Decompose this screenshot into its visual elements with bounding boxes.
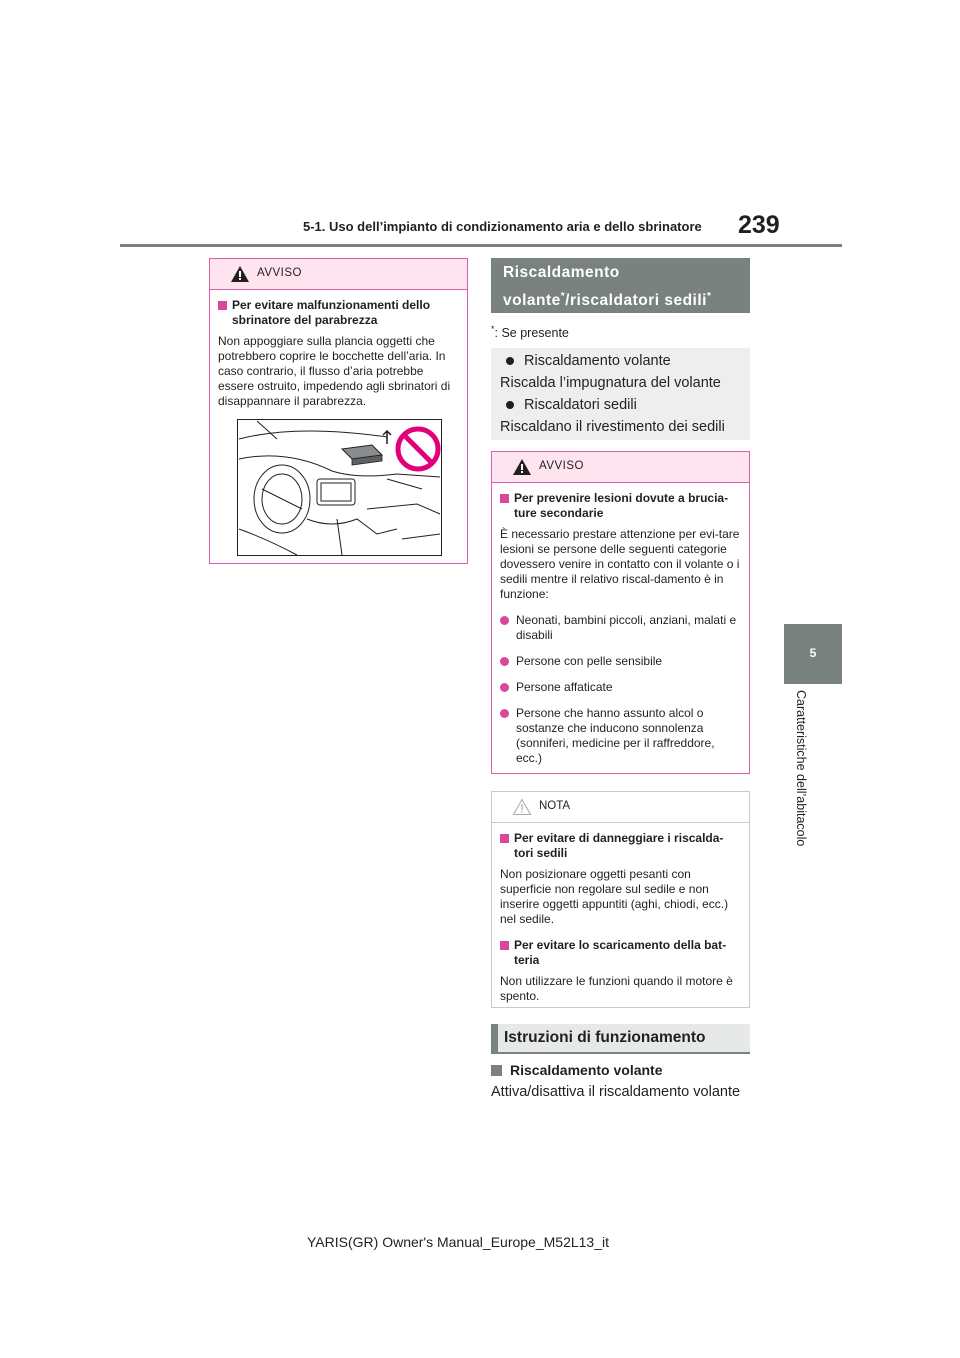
heating-section-banner <box>491 258 750 313</box>
dashboard-illustration <box>237 419 442 556</box>
header-rule <box>120 244 842 247</box>
warning-bullet: Persone con pelle sensibile <box>500 654 741 669</box>
nota-title: NOTA <box>539 800 571 812</box>
warning-title: AVVISO <box>539 460 584 472</box>
chapter-label <box>792 690 810 870</box>
feature-name: Riscaldatori sedili <box>500 394 750 416</box>
warning-box-burns <box>491 451 750 774</box>
warning-triangle-icon <box>512 458 532 476</box>
banner-title-volante: volante <box>503 292 561 310</box>
warning-text: Non appoggiare sulla plancia oggetti che potrebbero coprire le bocchette dell’aria. In caso contrario, il flusso d’aria potrebbe essere ostruito, impedendo agli sbrinatori di disappannare il parabrezza. <box>218 334 451 408</box>
footnote <box>491 324 569 340</box>
square-bullet-icon <box>491 1065 502 1076</box>
caution-outline-icon <box>512 798 532 816</box>
instructions-subheading-text: Riscaldamento volante <box>510 1062 663 1078</box>
feature-list <box>491 348 750 440</box>
warning-triangle-icon <box>230 265 250 283</box>
nota-header <box>492 792 749 823</box>
footnote-mark: * <box>491 324 495 334</box>
banner-footnote-mark: * <box>560 291 566 302</box>
instructions-text: Attiva/disattiva il riscaldamento volante <box>491 1084 741 1100</box>
warning-heading: Per prevenire lesioni dovute a brucia-ture secondarie <box>500 491 741 521</box>
feature-desc: Riscaldano il rivestimento dei sedili <box>500 419 725 435</box>
nota-box <box>491 791 750 1008</box>
warning-header <box>492 452 749 483</box>
chapter-tab: 5 <box>784 624 842 684</box>
warning-title: AVVISO <box>257 267 302 279</box>
footnote-text: : Se presente <box>494 326 569 341</box>
instructions-title: Istruzioni di funzionamento <box>504 1029 706 1046</box>
warning-text: È necessario prestare attenzione per evi-tare lesioni se persone delle seguenti categorie dovessero venire in contatto con il volante o i sedili mentre il relativo riscal-damento è in funzione: <box>500 527 740 601</box>
feature-desc: Riscalda l’impugnatura del volante <box>500 375 721 391</box>
warning-header <box>210 259 467 290</box>
warning-bullet: Persone che hanno assunto alcol o sostanze che inducono sonnolenza (sonniferi, medicine per il raffreddore, ecc.) <box>500 706 741 766</box>
warning-heading: Per evitare malfunzionamenti dello sbrinatore del parabrezza <box>218 298 459 328</box>
instructions-subheading <box>491 1062 663 1078</box>
nota-text: Non utilizzare le funzioni quando il motore è spento. <box>500 974 733 1003</box>
banner-footnote-mark: * <box>706 291 712 302</box>
warning-bullet: Neonati, bambini piccoli, anziani, malati e disabili <box>500 613 741 643</box>
page-number: 239 <box>738 211 780 239</box>
warning-bullet: Persone affaticate <box>500 680 741 695</box>
feature-name: Riscaldamento volante <box>500 350 750 372</box>
nota-heading: Per evitare di danneggiare i riscalda-tori sedili <box>500 831 741 861</box>
warning-box-defroster <box>209 258 468 564</box>
section-title: 5-1. Uso dell’impianto di condizionamento aria e dello sbrinatore <box>303 219 702 234</box>
chapter-label-text: Caratteristiche dell’abitacolo <box>794 690 808 847</box>
nota-heading: Per evitare lo scaricamento della bat-teria <box>500 938 741 968</box>
nota-text: Non posizionare oggetti pesanti con superficie non regolare sul sedile e non inserire oggetti appuntiti (aghi, chiodi, ecc.) nel sedile. <box>500 867 729 926</box>
banner-line2 <box>503 286 711 312</box>
banner-line1: Riscaldamento <box>503 264 620 281</box>
instructions-banner <box>491 1024 750 1054</box>
banner-title-sedili: /riscaldatori sedili <box>565 292 707 310</box>
footer-manual-id: YARIS(GR) Owner's Manual_Europe_M52L13_it <box>307 1234 609 1250</box>
